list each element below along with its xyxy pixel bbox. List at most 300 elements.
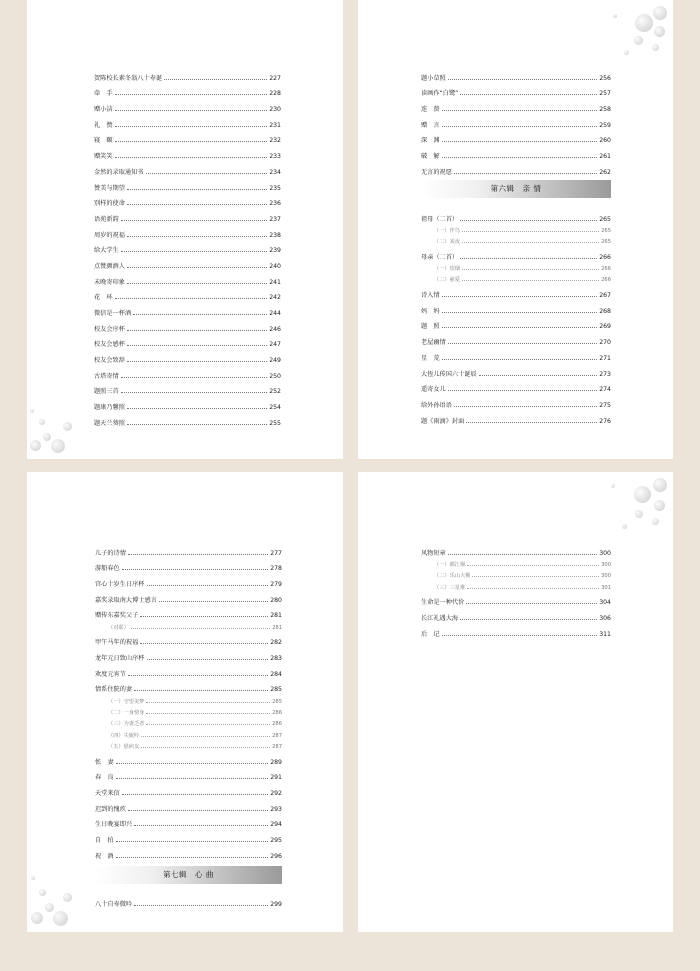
dot-leader <box>121 220 267 221</box>
toc-entry <box>421 113 611 129</box>
page-number: 271 <box>599 354 611 362</box>
toc-entry <box>95 797 282 813</box>
entry-title: （三）为妻乏者 <box>108 721 145 728</box>
entry-title: 校友会序杯 <box>94 325 125 333</box>
page-number: 247 <box>269 341 281 349</box>
page-number: 231 <box>269 121 281 129</box>
dot-leader <box>133 314 267 315</box>
toc-entry <box>94 160 281 176</box>
bubble-decoration <box>593 472 673 542</box>
toc-subentry <box>421 557 611 568</box>
page-number: 240 <box>269 262 281 270</box>
entry-title: （一）都江堰 <box>434 561 466 568</box>
page-number: 235 <box>269 184 281 192</box>
page-number: 265 <box>599 215 611 223</box>
dot-leader <box>134 690 268 691</box>
bubble-decoration <box>593 0 673 70</box>
toc-entry <box>94 301 281 317</box>
toc-entry <box>95 813 282 829</box>
toc-entry <box>421 378 611 394</box>
dot-leader <box>462 242 599 243</box>
toc-entry <box>421 346 611 362</box>
entry-title: 礼 赞 <box>94 121 113 129</box>
page-number: 287 <box>272 732 282 739</box>
toc-entry <box>95 678 282 694</box>
page-number: 234 <box>269 168 281 176</box>
toc-entry <box>94 66 281 82</box>
dot-leader <box>116 778 269 779</box>
dot-leader <box>454 173 597 174</box>
entry-title: 花 环 <box>94 294 113 302</box>
entry-title: 别样的使命 <box>94 200 125 208</box>
entry-title: 赠笑笑 <box>94 153 113 161</box>
toc-entry <box>95 541 282 557</box>
page-number: 254 <box>269 404 281 412</box>
toc-subentry <box>421 272 611 283</box>
toc-subentry <box>95 716 282 727</box>
entry-title: 赠小洁 <box>94 106 113 114</box>
page-number: 246 <box>269 325 281 333</box>
toc-entry <box>95 557 282 573</box>
entry-title: 长江礼遇大海 <box>421 614 459 622</box>
toc-entry <box>95 766 282 782</box>
dot-leader <box>115 110 268 111</box>
page-number: 294 <box>270 821 282 829</box>
page-number: 228 <box>269 90 281 98</box>
page-number: 278 <box>270 565 282 573</box>
page-number: 239 <box>269 247 281 255</box>
page-number: 299 <box>270 901 282 909</box>
toc-entries-after <box>95 893 282 909</box>
entry-title: 八十自寿微吟 <box>95 901 133 909</box>
toc-entry <box>94 270 281 286</box>
toc-entry <box>421 66 611 82</box>
entry-title: 龙年元日致山序杯 <box>95 655 145 663</box>
toc-entry <box>94 286 281 302</box>
page-bottom-left <box>27 472 343 932</box>
page-number: 258 <box>599 106 611 114</box>
entry-title: 祝 酒 <box>95 852 114 860</box>
page-number: 296 <box>270 852 282 860</box>
entry-title: 古塔寄情 <box>94 372 119 380</box>
entry-title: 儿子的诗情 <box>95 549 126 557</box>
dot-leader <box>146 724 270 725</box>
page-bottom-right <box>358 472 673 932</box>
dot-leader <box>442 157 598 158</box>
page-number: 285 <box>272 698 282 705</box>
toc-entry <box>421 541 611 557</box>
dot-leader <box>462 280 599 281</box>
page-number: 259 <box>599 121 611 129</box>
entry-title: 语苑新韵 <box>94 215 119 223</box>
toc-entry <box>95 646 282 662</box>
entry-title: 贺陈校长素冬翁八十寿诞 <box>94 74 163 82</box>
page-number: 286 <box>272 710 282 717</box>
dot-leader <box>127 204 267 205</box>
toc-entry <box>94 82 281 98</box>
toc-subentry <box>95 693 282 704</box>
entry-title: 微信是一杯酒 <box>94 310 132 317</box>
dot-leader <box>467 565 599 566</box>
dot-leader <box>127 283 267 284</box>
entry-title: 后 记 <box>421 630 440 638</box>
toc-entry <box>94 129 281 145</box>
toc-entry <box>421 129 611 145</box>
page-number: 237 <box>269 215 281 223</box>
dot-leader <box>131 628 270 629</box>
dot-leader <box>134 905 268 906</box>
toc-entry <box>421 330 611 346</box>
dot-leader <box>115 141 268 142</box>
page-number: 276 <box>599 417 611 425</box>
entry-title: 游船春色 <box>95 565 120 573</box>
entry-title: （二）乐山大佛 <box>434 573 471 580</box>
toc-subentry <box>421 234 611 245</box>
toc-subentry <box>421 579 611 590</box>
dot-leader <box>442 296 598 297</box>
toc-entry <box>95 588 282 604</box>
dot-leader <box>122 569 268 570</box>
page-number: 252 <box>269 388 281 396</box>
page-number: 273 <box>599 370 611 378</box>
dot-leader <box>115 298 268 299</box>
page-number: 227 <box>269 74 281 82</box>
page-number: 281 <box>270 612 282 620</box>
dot-leader <box>460 94 597 95</box>
entry-title: 诗入情 <box>421 292 440 300</box>
page-number: 255 <box>269 419 281 427</box>
toc-entry <box>94 395 281 411</box>
page-number: 279 <box>270 581 282 589</box>
toc-entry <box>421 283 611 299</box>
chapter-heading: 第七辑 心 曲 <box>95 866 282 884</box>
page-top-right <box>358 0 673 459</box>
entry-title: 未晚寄印象 <box>94 278 125 286</box>
entry-title: 给外孙语语 <box>421 401 452 409</box>
toc-entry <box>421 97 611 113</box>
toc-entry <box>94 333 281 349</box>
entry-title: 给大学生 <box>94 247 119 255</box>
entry-title: （一）炊烟 <box>434 266 460 273</box>
dot-leader <box>442 327 598 328</box>
page-number: 295 <box>270 837 282 845</box>
dot-leader <box>140 616 268 617</box>
toc-entry <box>95 828 282 844</box>
toc-entry <box>421 606 611 622</box>
toc-entry <box>94 380 281 396</box>
page-number: 280 <box>270 596 282 604</box>
toc-entry <box>94 411 281 427</box>
dot-leader <box>127 236 267 237</box>
dot-leader <box>472 576 599 577</box>
entry-title: 生日晚宴即兴 <box>95 821 133 829</box>
page-number: 283 <box>270 655 282 663</box>
dot-leader <box>159 601 268 602</box>
page-number: 277 <box>270 549 282 557</box>
dot-leader <box>466 422 597 423</box>
dot-leader <box>146 713 270 714</box>
entry-title: 无言的祝愿 <box>421 168 452 176</box>
page-number: 249 <box>269 357 281 365</box>
page-number: 282 <box>270 639 282 647</box>
toc-entry <box>94 254 281 270</box>
entry-title: 点赞颜酒人 <box>94 262 125 270</box>
toc-entry <box>94 364 281 380</box>
toc-entry <box>94 207 281 223</box>
page-number: 311 <box>599 630 611 638</box>
entry-title: 题照三首 <box>94 388 119 396</box>
page-number: 269 <box>599 323 611 331</box>
dot-leader <box>115 126 268 127</box>
page-number: 274 <box>599 386 611 394</box>
page-number: 238 <box>269 231 281 239</box>
dot-leader <box>127 361 267 362</box>
entry-title: 自 拍 <box>95 837 114 845</box>
toc-entry <box>421 82 611 98</box>
toc-subentry <box>95 705 282 716</box>
page-number: 287 <box>272 743 282 750</box>
entry-title: 题《雨滴》封面 <box>421 417 465 425</box>
entry-title: （五）慰病友 <box>108 743 140 750</box>
page-top-left <box>27 0 343 459</box>
entry-title: 大侄儿传国六十诞辰 <box>421 370 477 378</box>
toc-entries-before <box>421 66 611 176</box>
entry-title: 春 良 <box>95 774 114 782</box>
dot-leader <box>467 588 599 589</box>
page-number: 268 <box>599 307 611 315</box>
dot-leader <box>466 603 597 604</box>
page-number: 236 <box>269 200 281 208</box>
page-number: 244 <box>269 310 281 317</box>
dot-leader <box>146 173 268 174</box>
dot-leader <box>128 675 268 676</box>
toc-subentry <box>421 261 611 272</box>
entry-title: 风物短章 <box>421 549 446 557</box>
entry-title: 怅 妻 <box>95 758 114 766</box>
page-number: 289 <box>270 758 282 766</box>
dot-leader <box>442 110 598 111</box>
toc-entry <box>94 97 281 113</box>
toc-subentry <box>421 223 611 234</box>
dot-leader <box>127 345 267 346</box>
dot-leader <box>462 231 599 232</box>
dot-leader <box>448 79 597 80</box>
toc-list <box>95 541 282 908</box>
dot-leader <box>127 408 267 409</box>
dot-leader <box>442 359 598 360</box>
page-number: 265 <box>601 227 611 234</box>
page-number: 260 <box>599 137 611 145</box>
toc-entry <box>95 750 282 766</box>
entry-title: 嘉奖录取南大博士感言 <box>95 596 157 604</box>
page-number: 241 <box>269 278 281 286</box>
toc-entry <box>95 781 282 797</box>
toc-list <box>94 66 281 427</box>
page-number: 281 <box>272 624 282 631</box>
dot-leader <box>442 635 598 636</box>
entry-title: 赠 言 <box>421 121 440 129</box>
dot-leader <box>127 267 267 268</box>
entry-title: 甲午马年的祝福 <box>95 639 139 647</box>
toc-entry <box>94 317 281 333</box>
page-number: 257 <box>599 90 611 98</box>
page-number: 266 <box>601 277 611 284</box>
toc-subentry <box>95 619 282 630</box>
entry-title: 宫心十岁生日序杯 <box>95 581 145 589</box>
entry-title: 深 渊 <box>421 137 440 145</box>
entry-title: 寝 颐 <box>94 137 113 145</box>
dot-leader <box>448 554 597 555</box>
dot-leader <box>127 424 267 425</box>
dot-leader <box>116 841 269 842</box>
dot-leader <box>140 643 268 644</box>
page-number: 301 <box>601 584 611 591</box>
toc-list <box>421 541 611 638</box>
entry-title: 祖母（二首） <box>421 215 459 223</box>
entry-title: 题 照 <box>421 323 440 331</box>
dot-leader <box>164 79 267 80</box>
dot-leader <box>128 810 268 811</box>
dot-leader <box>147 659 269 660</box>
dot-leader <box>141 736 270 737</box>
page-number: 267 <box>599 292 611 300</box>
toc-entry <box>421 591 611 607</box>
toc-entry <box>421 207 611 223</box>
page-number: 304 <box>599 599 611 607</box>
entry-title: 生命是一种代价 <box>421 599 465 607</box>
page-number: 293 <box>270 805 282 813</box>
page-number: 242 <box>269 294 281 302</box>
entry-title: 周岁的祝福 <box>94 231 125 239</box>
toc-entry <box>421 622 611 638</box>
entry-title: 遥寄女儿 <box>421 386 446 394</box>
page-number: 300 <box>601 561 611 568</box>
toc-entry <box>94 223 281 239</box>
page-number: 233 <box>269 153 281 161</box>
toc-entry <box>95 572 282 588</box>
toc-entry <box>95 631 282 647</box>
page-number: 300 <box>599 549 611 557</box>
toc-entry <box>95 844 282 860</box>
dot-leader <box>134 825 268 826</box>
entry-title: （一）守望美梦 <box>108 698 145 705</box>
entry-title: （对联） <box>108 624 129 631</box>
dot-leader <box>454 406 597 407</box>
dot-leader <box>141 747 270 748</box>
dot-leader <box>116 763 269 764</box>
toc-entry <box>421 160 611 176</box>
page-number: 265 <box>601 239 611 246</box>
page-number: 292 <box>270 790 282 798</box>
entry-title: 读画作“白鹭” <box>421 90 459 98</box>
entry-title: 题小草照 <box>421 74 446 82</box>
dot-leader <box>442 126 598 127</box>
dot-leader <box>116 857 269 858</box>
dot-leader <box>127 189 267 190</box>
page-number: 284 <box>270 670 282 678</box>
toc-entry <box>421 245 611 261</box>
page-number: 261 <box>599 153 611 161</box>
page-number: 285 <box>270 686 282 694</box>
entry-title: （二）慈爱 <box>434 277 460 284</box>
entry-title: 牵 手 <box>94 90 113 98</box>
entry-title: 赠传东嘉奖父子 <box>95 612 139 620</box>
entry-title: 校友会感杯 <box>94 341 125 349</box>
entry-title: （二）一身傍身 <box>108 710 145 717</box>
toc-entry <box>94 348 281 364</box>
toc-entry <box>421 393 611 409</box>
entry-title: （三）三星堆 <box>434 584 466 591</box>
page-number: 286 <box>272 721 282 728</box>
page-number: 270 <box>599 339 611 347</box>
entry-title: （二）炭夜 <box>434 239 460 246</box>
dot-leader <box>442 141 598 142</box>
bubble-decoration <box>27 852 87 932</box>
toc-entry <box>94 176 281 192</box>
bubble-decoration <box>27 389 87 459</box>
page-number: 291 <box>270 774 282 782</box>
page-number: 230 <box>269 106 281 114</box>
toc-entry <box>421 362 611 378</box>
entry-title: 赞美与期望 <box>94 184 125 192</box>
dot-leader <box>479 375 598 376</box>
entry-title: 母亲（二首） <box>421 253 459 261</box>
entry-title: 校友会致辞 <box>94 357 125 365</box>
dot-leader <box>462 269 599 270</box>
entry-title: 题康乃馨照 <box>94 404 125 412</box>
entry-title: 题天兰葵照 <box>94 419 125 427</box>
dot-leader <box>121 251 267 252</box>
toc-list <box>421 66 611 425</box>
entry-title: 妈 妈 <box>421 307 440 315</box>
page-number: 306 <box>599 614 611 622</box>
toc-entry <box>421 144 611 160</box>
toc-entry <box>94 192 281 208</box>
dot-leader <box>442 312 598 313</box>
toc-entry <box>421 409 611 425</box>
toc-entry <box>95 662 282 678</box>
page-number: 250 <box>269 372 281 380</box>
dot-leader <box>127 330 267 331</box>
toc-entry <box>94 239 281 255</box>
dot-leader <box>115 94 268 95</box>
entry-title: 星 荒 <box>421 354 440 362</box>
entry-title: （一）伴鸟 <box>434 227 460 234</box>
toc-entries-before <box>95 541 282 860</box>
toc-subentry <box>421 568 611 579</box>
toc-entry <box>421 299 611 315</box>
dot-leader <box>121 377 267 378</box>
toc-subentry <box>95 727 282 738</box>
toc-entry <box>95 604 282 620</box>
dot-leader <box>460 619 597 620</box>
page-number: 266 <box>601 266 611 273</box>
entry-title: 老屋幽情 <box>421 339 446 347</box>
entry-title: 天堂来信 <box>95 790 120 798</box>
dot-leader <box>146 702 270 703</box>
page-number: 300 <box>601 573 611 580</box>
dot-leader <box>115 157 268 158</box>
page-number: 262 <box>599 168 611 176</box>
toc-entries-after <box>421 207 611 425</box>
dot-leader <box>128 554 268 555</box>
entry-title: 连 赘 <box>421 106 440 114</box>
toc-entry <box>421 315 611 331</box>
entry-title: 迟到的愧疚 <box>95 805 126 813</box>
entry-title: 情系住院的妻 <box>95 686 133 694</box>
page-number: 256 <box>599 74 611 82</box>
toc-entry <box>94 144 281 160</box>
